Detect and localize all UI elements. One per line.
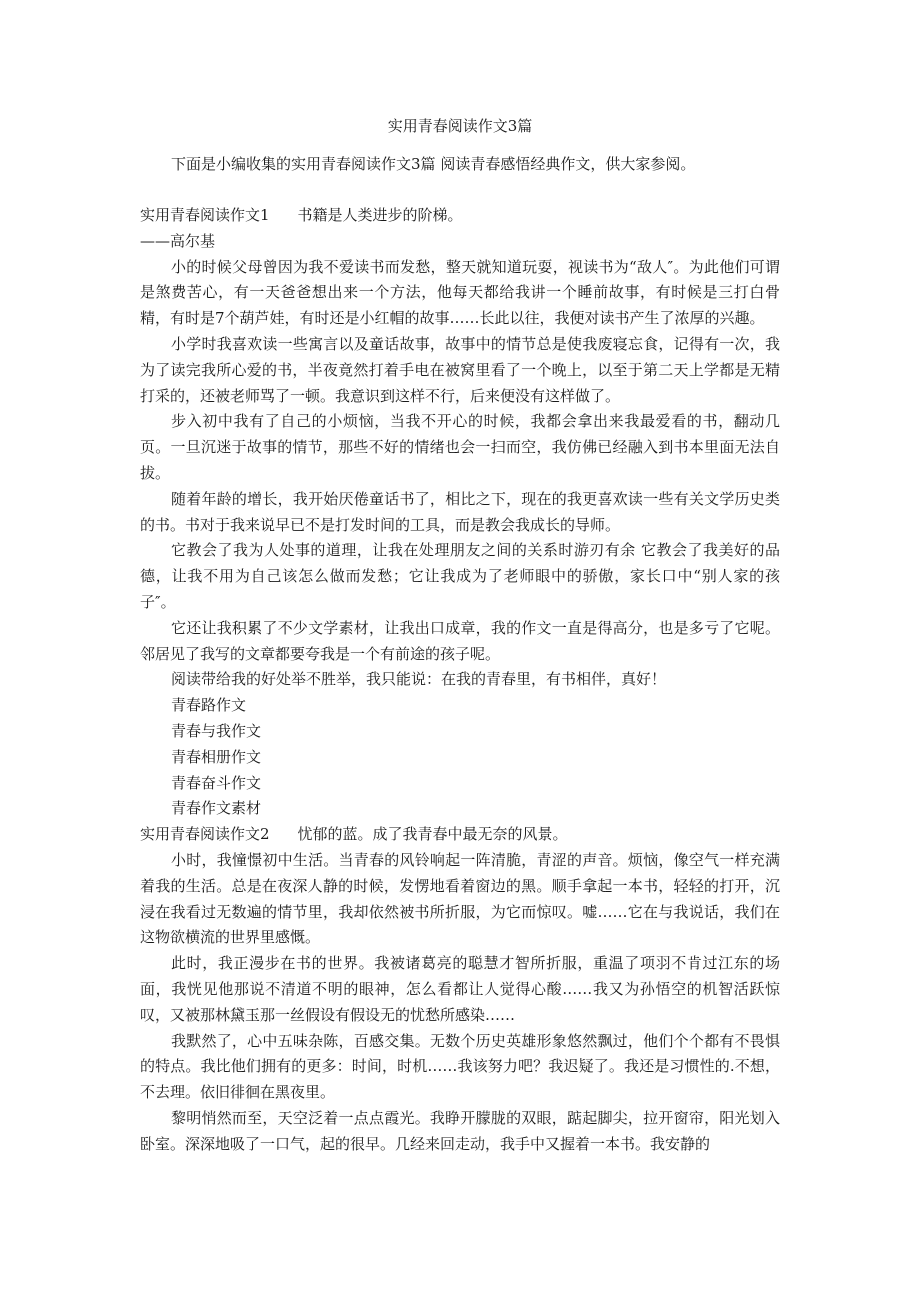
essay1-paragraph: 它教会了我为人处事的道理，让我在处理朋友之间的关系时游刃有余 它教会了我美好的品德，让我不用为自己该怎么做而发愁；它让我成为了老师眼中的骄傲，家长口中“别人家的孩子″。	[140, 541, 780, 611]
essay2-heading	[140, 822, 780, 848]
essay1-paragraph: 步入初中我有了自己的小烦恼，当我不开心的时候，我都会拿出来我最爱看的书，翻动几页。一旦沉迷于故事的情节，那些不好的情绪也会一扫而空，我仿佛已经融入到书本里面无法自拔。	[140, 412, 780, 482]
related-essay-item: 青春路作文	[171, 696, 247, 715]
essay1-paragraph: 小的时候父母曾因为我不爱读书而发愁，整天就知道玩耍，视读书为“敌人″。为此他们可谓是煞费苦心，有一天爸爸想出来一个方法，他每天都给我讲一个睡前故事，有时候是三打白骨精，有时是7个葫芦娃，有时还是小红帽的故事……长此以往，我便对读书产生了浓厚的兴趣。	[140, 257, 780, 328]
essay1-paragraph: 阅读带给我的好处举不胜举，我只能说：在我的青春里，有书相伴，真好！	[171, 670, 667, 689]
related-essay-item: 青春奋斗作文	[171, 773, 262, 792]
essay2-title: 实用青春阅读作文2	[140, 825, 270, 844]
essay2-paragraph: 此时，我正漫步在书的世界。我被诸葛亮的聪慧才智所折服，重温了项羽不肯过江东的场面，我恍见他那说不清道不明的眼神，怎么看都让人觉得心酸……我又为孙悟空的机智活跃惊叹，又被那林黛玉那一丝假设有假设无的忧愁所感染……	[140, 954, 780, 1024]
essay2-quote: 忧郁的蓝。成了我青春中最无奈的风景。	[297, 825, 568, 844]
essay1-quote-author: ——高尔基	[140, 231, 216, 250]
related-essay-item: 青春作文素材	[171, 799, 262, 818]
essay2-paragraph: 小时，我憧憬初中生活。当青春的风铃响起一阵清脆，青涩的声音。烦恼，像空气一样充满着我的生活。总是在夜深人静的时候，发愣地看着窗边的黑。顺手拿起一本书，轻轻的打开，沉浸在我看过无数遍的情节里，我却依然被书所折服，为它而惊叹。嘘……它在与我说话，我们在这物欲横流的世界里感慨。	[140, 850, 780, 947]
intro-paragraph: 下面是小编收集的实用青春阅读作文3篇 阅读青春感悟经典作文，供大家参阅。	[171, 155, 696, 173]
essay1-paragraph: 随着年龄的增长，我开始厌倦童话书了，相比之下，现在的我更喜欢读一些有关文学历史类的书。书对于我来说早已不是打发时间的工具，而是教会我成长的导师。	[140, 489, 780, 534]
essay1-title: 实用青春阅读作文1	[140, 206, 270, 224]
essay-body	[140, 203, 780, 1157]
essay1-heading	[140, 203, 780, 229]
related-essay-item: 青春相册作文	[171, 747, 262, 766]
essay1-quote: 书籍是人类进步的阶梯。	[297, 206, 463, 224]
essay2-paragraph: 黎明悄然而至，天空泛着一点点霞光。我睁开朦胧的双眼，踮起脚尖，拉开窗帘，阳光划入卧室。深深地吸了一口气，起的很早。几经来回走动，我手中又握着一本书。我安静的	[140, 1108, 780, 1153]
essay2-paragraph: 我默然了，心中五味杂陈，百感交集。无数个历史英雄形象悠然飘过，他们个个都有不畏惧的特点。我比他们拥有的更多：时间，时机……我该努力吧？我迟疑了。我还是习惯性的.不想，不去理。依旧徘徊在黑夜里。	[140, 1031, 780, 1102]
essay1-paragraph: 它还让我积累了不少文学素材，让我出口成章，我的作文一直是得高分，也是多亏了它呢。邻居见了我写的文章都要夸我是一个有前途的孩子呢。	[140, 618, 780, 663]
related-essay-item: 青春与我作文	[171, 721, 262, 740]
essay1-paragraph: 小学时我喜欢读一些寓言以及童话故事，故事中的情节总是使我废寝忘食，记得有一次，我为了读完我所心爱的书，半夜竟然打着手电在被窝里看了一个晚上，以至于第二天上学都是无精打采的，还被老师骂了一顿。我意识到这样不行，后来便没有这样做了。	[140, 334, 780, 405]
document-title: 实用青春阅读作文3篇	[387, 117, 533, 135]
